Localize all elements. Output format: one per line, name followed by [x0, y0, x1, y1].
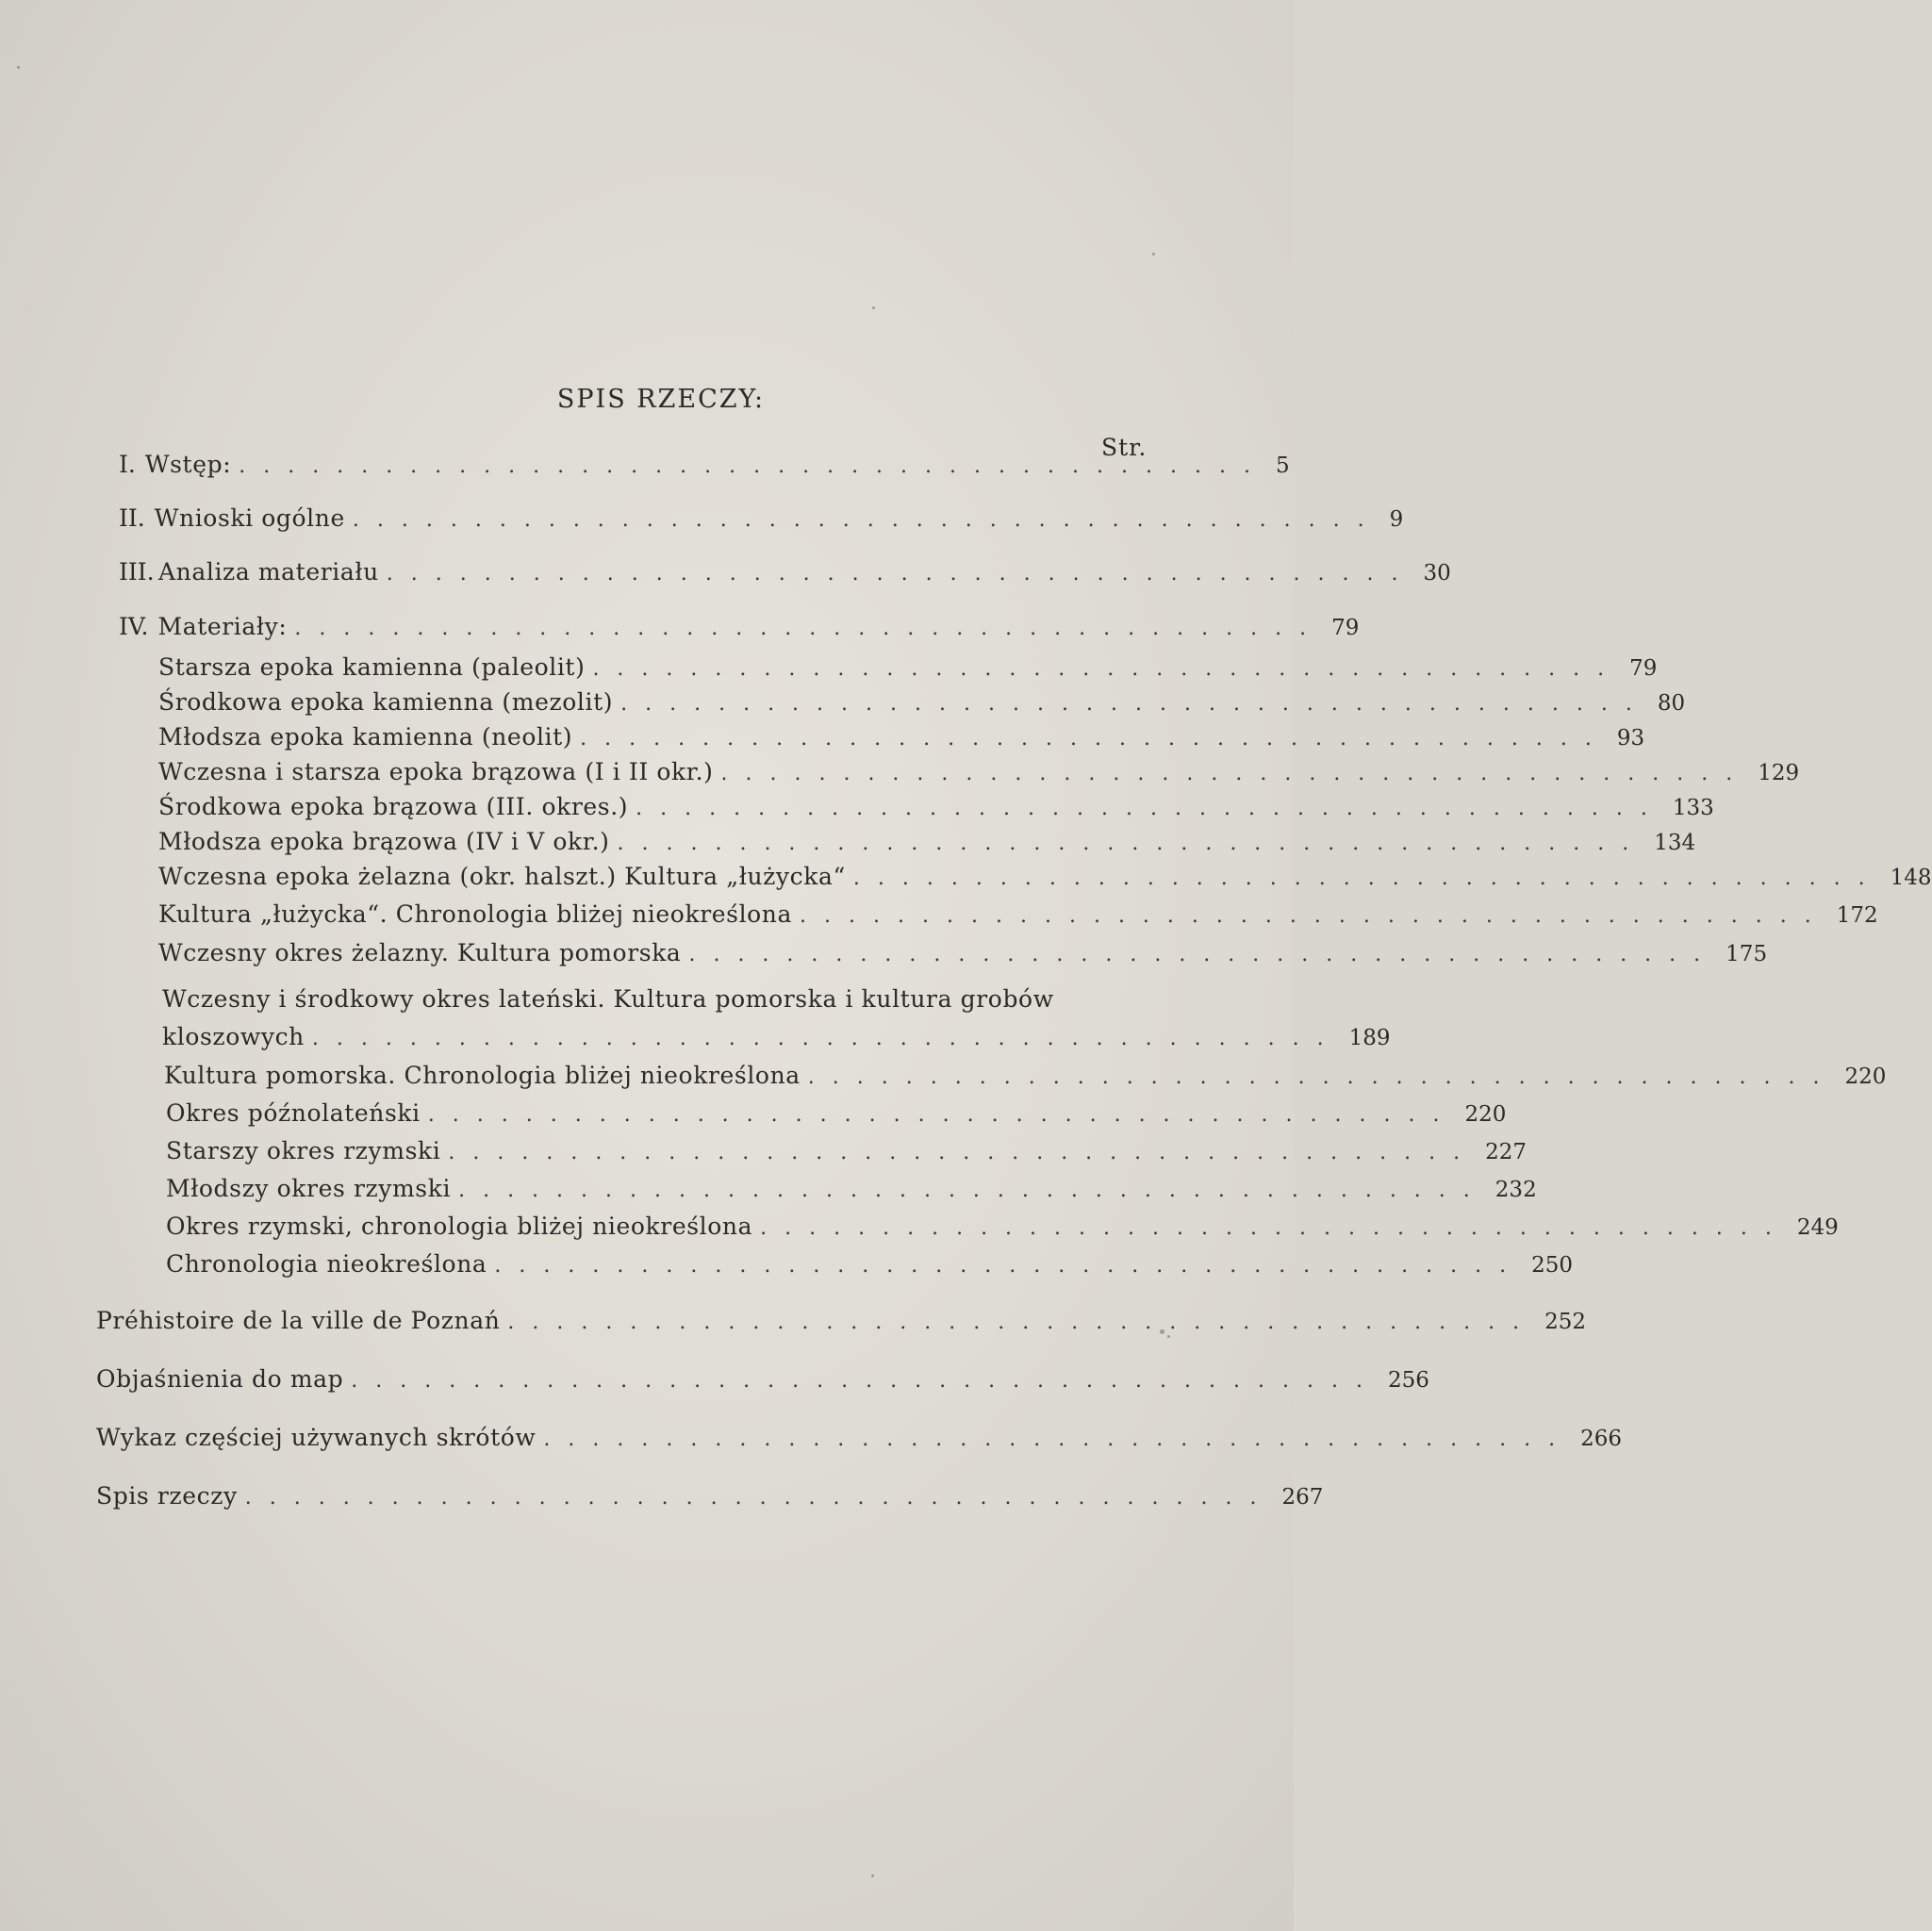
paper-speck [872, 306, 875, 309]
page-number: 232 [1494, 1178, 1537, 1202]
toc-subentry [166, 1213, 1839, 1240]
subsection-title: Starsza epoka kamienna (paleolit) [158, 653, 586, 681]
leader-dots: .......................................... [688, 943, 1719, 966]
toc-subentry [158, 900, 1878, 928]
section-number: III. [119, 558, 155, 586]
entry-title: Préhistoire de la ville de Poznań [96, 1307, 501, 1334]
page-title: SPIS RZECZY: [556, 385, 766, 414]
toc-entry-conclusions [119, 504, 1404, 532]
page-number: 79 [1331, 616, 1360, 640]
toc-subentry [166, 1137, 1527, 1164]
leader-dots: .......................................... [386, 562, 1416, 586]
paper-speck [1152, 253, 1155, 256]
subsection-title: Wczesna epoka żelazna (okr. halszt.) Kultura „łużycka“ [158, 863, 846, 890]
toc-subentry [164, 1062, 1887, 1089]
section-number: IV. [119, 613, 149, 640]
leader-dots: .......................................... [294, 617, 1325, 640]
leader-dots: .......................................... [720, 762, 1751, 785]
paper-speck [1167, 1335, 1170, 1338]
toc-subentry [158, 828, 1696, 855]
toc-subentry [158, 758, 1800, 785]
subsection-title: kloszowych [162, 1023, 305, 1050]
subsection-title: Młodsza epoka kamienna (neolit) [158, 723, 573, 751]
section-number: II. [119, 504, 145, 532]
toc-entry-contents [96, 1482, 1324, 1510]
toc-subentry [162, 1023, 1391, 1050]
section-title: Materiały: [157, 613, 288, 640]
subsection-title: Środkowa epoka brązowa (III. okres.) [158, 793, 629, 820]
entry-title: Spis rzeczy [96, 1482, 238, 1510]
leader-dots: .......................................... [458, 1179, 1488, 1202]
page-number: 172 [1836, 903, 1878, 928]
leader-dots: .......................................... [617, 832, 1647, 855]
page-number: 266 [1580, 1427, 1623, 1451]
section-title: Wnioski ogólne [154, 504, 345, 532]
subsection-title: Wczesna i starsza epoka brązowa (I i II okr.) [158, 758, 714, 785]
page-number: 267 [1281, 1485, 1324, 1510]
page-column-label: Str. [1101, 434, 1148, 461]
page-number: 175 [1726, 942, 1768, 966]
leader-dots: .......................................... [239, 454, 1268, 478]
toc-subentry [158, 723, 1645, 751]
leader-dots: .......................................... [543, 1428, 1574, 1451]
subsection-title: Młodsza epoka brązowa (IV i V okr.) [158, 828, 610, 855]
subsection-title: Okres późnolateński [166, 1099, 421, 1127]
page-number: 252 [1544, 1310, 1587, 1334]
paper-speck [17, 66, 20, 69]
leader-dots: .......................................... [580, 727, 1610, 751]
leader-dots: .......................................... [592, 657, 1623, 681]
leader-dots: .......................................... [807, 1065, 1838, 1089]
subsection-title: Wczesny okres żelazny. Kultura pomorska [158, 939, 682, 966]
leader-dots: .......................................... [427, 1103, 1458, 1127]
toc-entry-french-summary [96, 1307, 1587, 1334]
leader-dots: .......................................... [311, 1027, 1342, 1050]
page-number: 220 [1464, 1102, 1507, 1127]
toc-subentry [158, 653, 1658, 681]
subsection-title: Okres rzymski, chronologia bliżej nieokreślona [166, 1213, 753, 1240]
paper-speck [871, 1874, 874, 1877]
subsection-title: Chronologia nieokreślona [166, 1250, 487, 1278]
toc-subentry [158, 688, 1686, 716]
leader-dots: .......................................... [448, 1141, 1478, 1164]
toc-subentry [166, 1099, 1507, 1127]
page-number: 80 [1657, 691, 1686, 716]
toc-subentry [158, 939, 1768, 966]
page-number: 30 [1423, 561, 1451, 586]
toc-entry-analysis [119, 558, 1451, 586]
subsection-title: Młodszy okres rzymski [166, 1175, 452, 1202]
entry-title: Objaśnienia do map [96, 1365, 344, 1393]
entry-title: Wykaz częściej używanych skrótów [96, 1424, 537, 1451]
subsection-title: Wczesny i środkowy okres lateński. Kultura pomorska i kultura grobów [162, 985, 1054, 1013]
leader-dots: .......................................... [852, 866, 1883, 890]
leader-dots: .......................................... [620, 692, 1650, 716]
subsection-title: Starszy okres rzymski [166, 1137, 441, 1164]
subsection-title: Kultura „łużycka“. Chronologia bliżej nieokreślona [158, 900, 793, 928]
toc-subentry [166, 1250, 1574, 1278]
subsection-title: Kultura pomorska. Chronologia bliżej nieokreślona [164, 1062, 801, 1089]
page-number: 79 [1629, 656, 1658, 681]
page-number: 148 [1890, 866, 1932, 890]
page-number: 227 [1485, 1140, 1527, 1164]
page-number: 93 [1616, 726, 1645, 751]
leader-dots: .......................................... [351, 1369, 1380, 1393]
page-number: 249 [1796, 1215, 1839, 1240]
page-number: 256 [1387, 1368, 1429, 1393]
page-number: 134 [1654, 831, 1696, 855]
subsection-title: Środkowa epoka kamienna (mezolit) [158, 688, 614, 716]
toc-entry-intro [119, 451, 1290, 478]
leader-dots: .......................................... [494, 1254, 1525, 1278]
section-title: Analiza materiału [158, 558, 379, 586]
page-number: 220 [1844, 1065, 1887, 1089]
leader-dots: .......................................... [760, 1216, 1790, 1240]
leader-dots: .......................................... [800, 904, 1829, 928]
toc-subentry [166, 1175, 1537, 1202]
leader-dots: .......................................... [636, 797, 1665, 820]
page-number: 250 [1531, 1253, 1574, 1278]
toc-entry-abbreviations [96, 1424, 1623, 1451]
toc-entry-map-notes [96, 1365, 1429, 1393]
toc-subentry [158, 793, 1714, 820]
toc-entry-materials [119, 613, 1360, 640]
toc-subentry [158, 863, 1932, 890]
page-number: 133 [1672, 796, 1714, 820]
page-number: 189 [1348, 1026, 1391, 1050]
section-number: I. [119, 451, 136, 478]
page-number: 129 [1758, 761, 1800, 785]
leader-dots: .......................................... [507, 1311, 1538, 1334]
leader-dots: .......................................... [352, 508, 1382, 532]
leader-dots: .......................................... [244, 1486, 1275, 1510]
page-number: 5 [1275, 454, 1290, 478]
section-title: Wstęp: [144, 451, 232, 478]
page-number: 9 [1389, 507, 1404, 532]
